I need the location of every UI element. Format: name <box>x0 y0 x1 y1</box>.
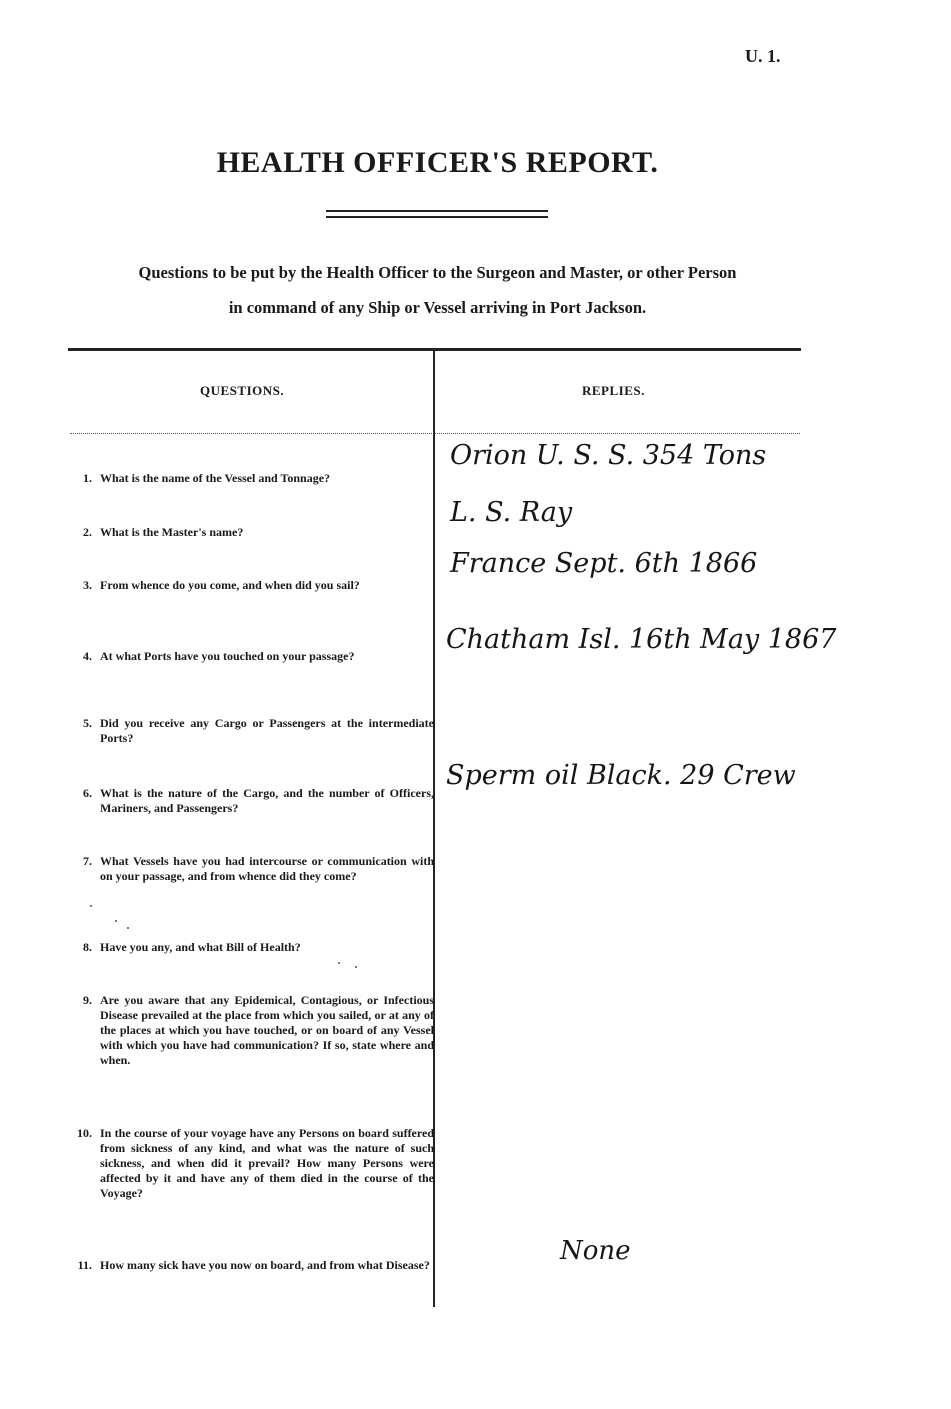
question-text: Have you any, and what Bill of Health? <box>100 940 301 954</box>
page-title: HEALTH OFFICER'S REPORT. <box>216 146 659 179</box>
reply-11-sick: None <box>560 1236 631 1266</box>
intro-text <box>0 255 875 325</box>
question-number: 4. <box>83 649 92 663</box>
form-code: U. 1. <box>745 46 781 66</box>
scan-speck <box>355 966 357 968</box>
scan-speck <box>90 905 92 907</box>
reply-2-master: L. S. Ray <box>450 497 573 528</box>
question-text: What Vessels have you had intercourse or communication with on your passage, and from whence did they come? <box>100 854 434 883</box>
question-number: 3. <box>83 578 92 592</box>
question-5 <box>64 716 434 746</box>
question-text: From whence do you come, and when did you sail? <box>100 578 360 592</box>
question-6 <box>64 786 434 816</box>
question-number: 9. <box>83 993 92 1007</box>
question-number: 2. <box>83 525 92 539</box>
question-2 <box>64 525 434 540</box>
reply-3-origin: France Sept. 6th 1866 <box>450 548 758 579</box>
question-1 <box>64 471 434 486</box>
question-number: 6. <box>83 786 92 800</box>
question-number: 5. <box>83 716 92 730</box>
question-text: Did you receive any Cargo or Passengers at the intermediate Ports? <box>100 716 434 745</box>
question-number: 7. <box>83 854 92 868</box>
header-rule <box>70 433 800 434</box>
question-number: 11. <box>77 1258 92 1272</box>
question-10 <box>64 1126 434 1201</box>
question-number: 8. <box>83 940 92 954</box>
scan-speck <box>127 927 129 929</box>
question-7 <box>64 854 434 884</box>
title-underline <box>326 210 548 218</box>
intro-line-1: Questions to be put by the Health Officer to the Surgeon and Master, or other Person <box>138 263 737 282</box>
question-text: What is the name of the Vessel and Tonnage? <box>100 471 331 485</box>
question-text: How many sick have you now on board, and from what Disease? <box>100 1258 430 1272</box>
question-4 <box>64 649 434 664</box>
question-text: What is the Master's name? <box>100 525 244 539</box>
question-text: At what Ports have you touched on your passage? <box>100 649 355 663</box>
question-8 <box>64 940 434 955</box>
question-text: In the course of your voyage have any Persons on board suffered from sickness of any kind, and what was the nature of such sickness, and when did it prevail? How many Persons were affected by it and have any of them died in the course of the Voyage? <box>100 1126 434 1200</box>
question-9 <box>64 993 434 1068</box>
questions-header: QUESTIONS. <box>200 383 285 398</box>
question-number: 10. <box>77 1126 92 1140</box>
question-text: Are you aware that any Epidemical, Contagious, or Infectious Disease prevailed at the place from which you sailed, or at any of the places at which you have touched, or on board of any Vessel with which you have had communication? If so, state where and when. <box>100 993 434 1067</box>
intro-line-2: in command of any Ship or Vessel arriving in Port Jackson. <box>228 298 647 317</box>
reply-6-cargo: Sperm oil Black. 29 Crew <box>446 760 796 791</box>
question-number: 1. <box>83 471 92 485</box>
question-3 <box>64 578 434 593</box>
question-text: What is the nature of the Cargo, and the number of Officers, Mariners, and Passengers? <box>100 786 434 815</box>
scan-speck <box>338 962 340 964</box>
reply-1-vessel: Orion U. S. S. 354 Tons <box>450 440 767 471</box>
question-11 <box>64 1258 434 1273</box>
replies-header: REPLIES. <box>582 383 645 398</box>
scan-speck <box>115 920 117 922</box>
reply-4-ports: Chatham Isl. 16th May 1867 <box>446 624 837 655</box>
